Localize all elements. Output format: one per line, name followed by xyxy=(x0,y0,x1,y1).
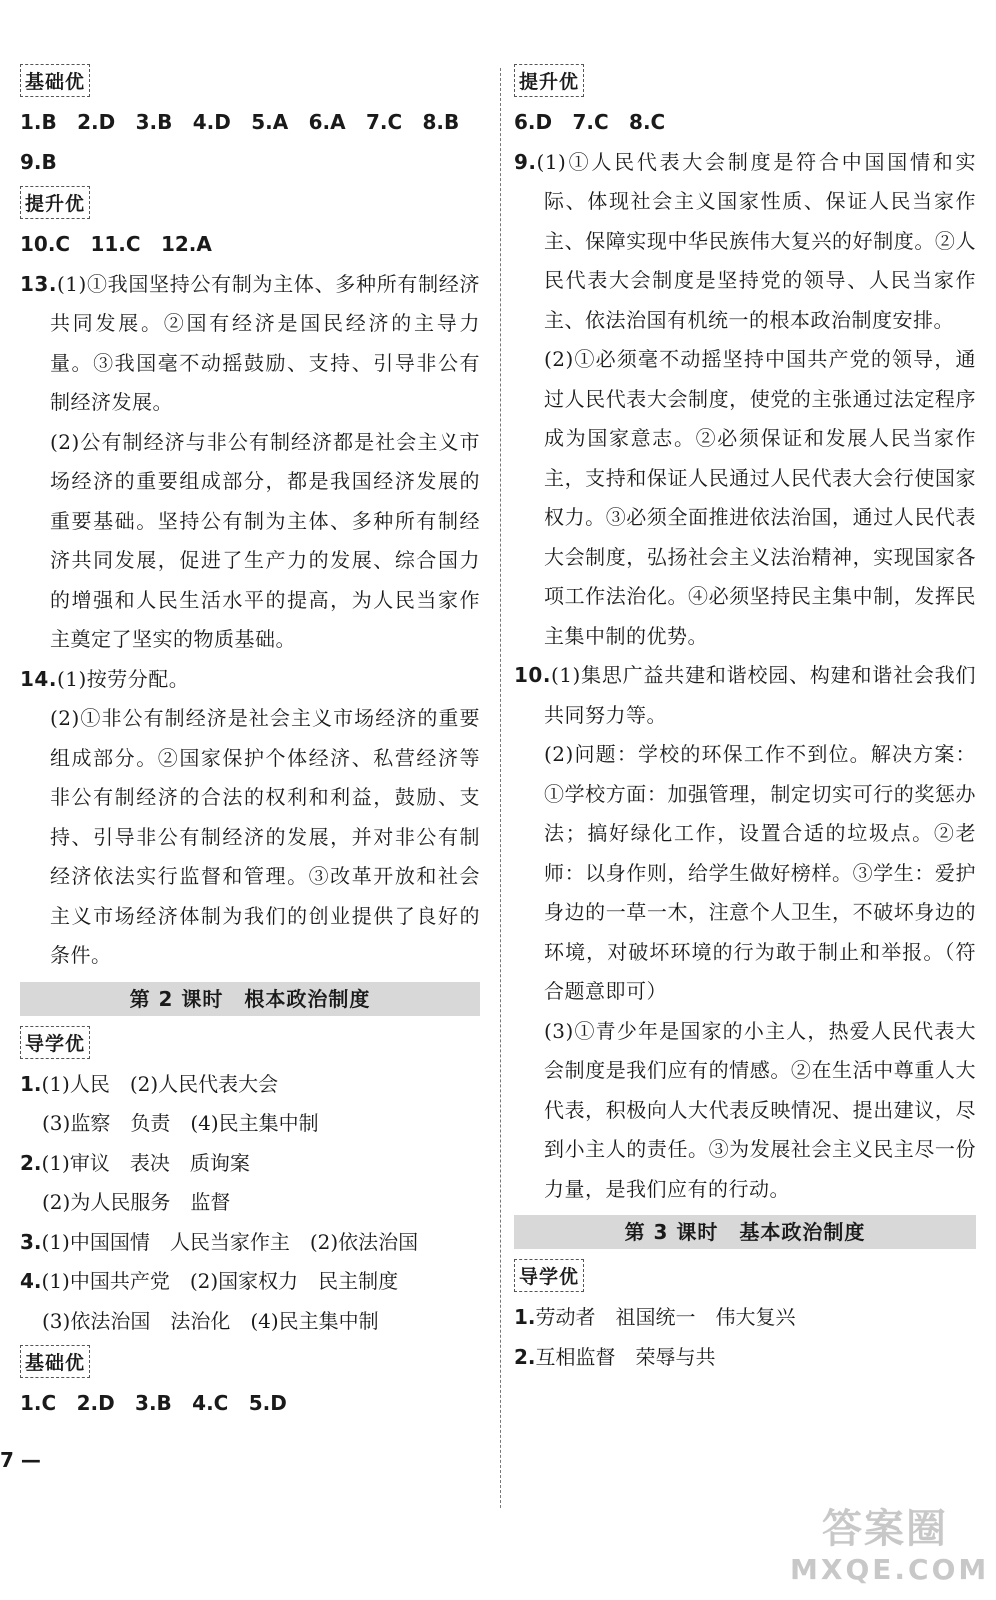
answer-row-mc4 xyxy=(514,103,976,143)
fill-row xyxy=(514,1298,976,1338)
question-9-part1 xyxy=(514,143,976,341)
fill-row xyxy=(20,1183,480,1223)
fill-number: 2. xyxy=(20,1150,42,1175)
section-tag-guide: 导学优 xyxy=(20,1026,90,1059)
lesson-2-header: 第 2 课时 根本政治制度 xyxy=(20,982,480,1016)
fill-text: (1)审议 表决 质询案 xyxy=(41,1150,250,1175)
answer-12: 12.A xyxy=(160,232,212,256)
fill-row xyxy=(20,1302,480,1342)
answer-7: 7.C xyxy=(572,110,609,134)
answer-row-mc1b xyxy=(20,143,480,183)
question-9-number: 9. xyxy=(514,149,537,174)
answer-3: 3.B xyxy=(135,110,173,134)
question-14-part1 xyxy=(20,660,480,700)
answer-row-mc3 xyxy=(20,1384,480,1424)
fill-number: 1. xyxy=(20,1071,42,1096)
answer-6: 6.A xyxy=(308,110,346,134)
question-13-part1 xyxy=(20,265,480,423)
question-10-part1 xyxy=(514,656,976,735)
question-10-number: 10. xyxy=(514,663,551,687)
answer-row-mc1 xyxy=(20,103,480,143)
section-tag-basic-2: 基础优 xyxy=(20,1345,90,1378)
answer-1: 1.C xyxy=(20,1391,57,1415)
fill-number: 3. xyxy=(20,1229,42,1254)
question-10-text-1: (1)集思广益共建和谐校园、构建和谐社会我们共同努力等。 xyxy=(544,663,976,727)
fill-text: (1)人民 (2)人民代表大会 xyxy=(41,1071,279,1096)
fill-row xyxy=(20,1223,480,1263)
section-tag-basic: 基础优 xyxy=(20,64,90,97)
question-14-text-1: (1)按劳分配。 xyxy=(56,666,190,691)
watermark-line2: MXQE.COM xyxy=(790,1553,990,1586)
question-9-text-1: (1)①人民代表大会制度是符合中国国情和实际、体现社会主义国家性质、保证人民当家作主、保障实现中华民族伟大复兴的好制度。②人民代表大会制度是坚持党的领导、人民当家作主、依法治国有机统一的根本政治制度安排。 xyxy=(536,149,976,332)
fill-row xyxy=(20,1144,480,1184)
answer-7: 7.C xyxy=(365,110,403,134)
fill-text: (3)依法治国 法治化 (4)民主集中制 xyxy=(42,1308,379,1333)
right-column xyxy=(514,60,976,1377)
answer-row-mc2 xyxy=(20,225,480,265)
fill-text: 互相监督 荣辱与共 xyxy=(535,1344,716,1369)
fill-text: (1)中国共产党 (2)国家权力 民主制度 xyxy=(41,1269,399,1293)
answer-8: 8.B xyxy=(422,110,460,134)
watermark-line1: 答案圈 xyxy=(822,1506,948,1552)
fill-number: 2. xyxy=(514,1344,536,1369)
answer-8: 8.C xyxy=(629,110,666,134)
answer-3: 3.B xyxy=(135,1391,172,1415)
page-number: 7 — xyxy=(0,1448,41,1472)
left-column xyxy=(20,60,480,1424)
question-10-part2: (2)问题：学校的环保工作不到位。解决方案：①学校方面：加强管理，制定切实可行的奖惩办法；搞好绿化工作，设置合适的垃圾点。②老师：以身作则，给学生做好榜样。③学生：爱护身边的一草一木，注意个人卫生，不破坏身边的环境，对破坏环境的行为敢于制止和举报。（符合题意即可） xyxy=(544,742,976,1003)
answer-9: 9.B xyxy=(20,149,57,174)
fill-text: (2)为人民服务 监督 xyxy=(42,1190,231,1214)
answer-2: 2.D xyxy=(77,110,116,134)
section-tag-advanced: 提升优 xyxy=(514,64,584,97)
lesson-3-header: 第 3 课时 基本政治制度 xyxy=(514,1215,976,1249)
fill-number: 1. xyxy=(514,1305,536,1329)
answer-1: 1.B xyxy=(20,110,57,134)
question-13-number: 13. xyxy=(20,271,57,296)
answer-4: 4.C xyxy=(192,1391,229,1415)
fill-number: 4. xyxy=(20,1269,42,1293)
fill-text: (1)中国国情 人民当家作主 (2)依法治国 xyxy=(41,1229,419,1254)
answer-6: 6.D xyxy=(514,110,553,134)
section-tag-guide: 导学优 xyxy=(514,1259,584,1292)
answer-5: 5.D xyxy=(248,1391,287,1415)
answer-10: 10.C xyxy=(20,232,71,256)
fill-text: 劳动者 祖国统一 伟大复兴 xyxy=(535,1305,796,1329)
fill-row xyxy=(514,1338,976,1378)
answer-2: 2.D xyxy=(76,1391,115,1415)
column-divider xyxy=(500,68,501,1508)
question-9-part2: (2)①必须毫不动摇坚持中国共产党的领导，通过人民代表大会制度，使党的主张通过法定程序成为国家意志。②必须保证和发展人民当家作主，支持和保证人民通过人民代表大会行使国家权力。③必须全面推进依法治国，通过人民代表大会制度，弘扬社会主义法治精神，实现国家各项工作法治化。④必须坚持民主集中制，发挥民主集中制的优势。 xyxy=(544,347,976,648)
fill-row xyxy=(20,1065,480,1105)
fill-text: (3)监察 负责 (4)民主集中制 xyxy=(42,1111,319,1135)
answer-5: 5.A xyxy=(251,110,289,134)
answer-11: 11.C xyxy=(90,232,141,256)
question-14-part2: (2)①非公有制经济是社会主义市场经济的重要组成部分。②国家保护个体经济、私营经济等非公有制经济的合法的权利和利益，鼓励、支持、引导非公有制经济的发展，并对非公有制经济依法实行监督和管理。③改革开放和社会主义市场经济体制为我们的创业提供了良好的条件。 xyxy=(50,706,480,967)
answer-4: 4.D xyxy=(192,110,231,134)
question-13-part2: (2)公有制经济与非公有制经济都是社会主义市场经济的重要组成部分，都是我国经济发展的重要基础。坚持公有制为主体、多种所有制经济共同发展，促进了生产力的发展、综合国力的增强和人民生活水平的提高，为人民当家作主奠定了坚实的物质基础。 xyxy=(50,429,480,651)
question-10-part3: (3)①青少年是国家的小主人，热爱人民代表大会制度是我们应有的情感。②在生活中尊重人大代表，积极向人大代表反映情况、提出建议，尽到小主人的责任。③为发展社会主义民主尽一份力量，是我们应有的行动。 xyxy=(544,1018,976,1201)
fill-row xyxy=(20,1262,480,1302)
fill-row xyxy=(20,1104,480,1144)
section-tag-advanced: 提升优 xyxy=(20,186,90,219)
question-13-text-1: (1)①我国坚持公有制为主体、多种所有制经济共同发展。②国有经济是国民经济的主导力量。③我国毫不动摇鼓励、支持、引导非公有制经济发展。 xyxy=(50,271,480,414)
watermark-logo xyxy=(790,1505,990,1595)
question-14-number: 14. xyxy=(20,666,57,691)
